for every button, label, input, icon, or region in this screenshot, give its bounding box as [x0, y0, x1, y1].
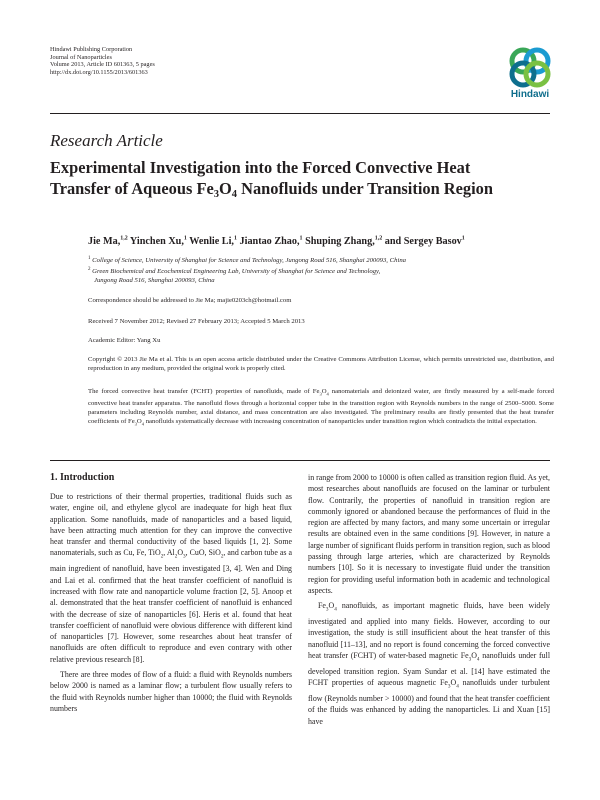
journal-name: Journal of Nanoparticles: [50, 53, 112, 61]
section-heading: 1. Introduction: [50, 472, 115, 483]
intro-paragraph-1: Due to restrictions of their thermal properties, traditional fluids such as water, engine oil, and ethylene glycol are inadequate for high heat flux application. Some nanofluids, made of nanoparticles and a based liquid, have been attracting much attention for they can improve the convective heat transfer and thermal conductivity of the based liquids [1, 2]. Some nanomaterials, such as Cu, Fe, TiO$_2$, $Al_2O_3$, CuO, SiO$_2$, and carbon tube as a main ingredient of nanofluid, have been investigated [3, 4]. Wen and Ding and Lai et al. confirmed that the heat transfer coefficient of nanofluid is increased with flow rate and nanoparticle volume fraction [2, 5]. Anoop et al. demonstrated that the heat transfer coefficient of nanofluid is enhanced with the decrease of size of nanoparticles [6]. Heris et al. found that heat transfer coefficient of nanofluid were obvious difference with different kind of nanoparticles [7]. However, some researches about heat transfer of nanofluids are often difficult to reproduce and even contrary with other relative previous research [8].: [50, 492, 292, 664]
author: and Sergey Basov$^1$: [382, 236, 465, 248]
correspondence: Correspondence should be addressed to Jie Ma; majie0203ch@hotmail.com: [88, 297, 292, 304]
author: Jie Ma,$^{1,2}$: [88, 236, 128, 248]
abstract: The forced convective heat transfer (FCHT) properties of nanofluids, made of $Fe_3O_4$ nanomaterials and deionized water, are firstly measured by a self-made forced convective heat transfer apparatus. The nanofluid flows through a horizontal copper tube in the transition region with Reynolds numbers in the range of 2500–5000. Some parameters including Reynolds number, axial distance, and mass concentration are also investigated. The preliminary results are firstly presented that the heat transfer coefficients of $Fe_3O_4$ nanofluids systematically decrease with increasing concentration of nanoparticles under transition region which contradicts the initial expectation.: [88, 388, 554, 427]
author: Shuping Zhang,$^{1,2}$: [302, 236, 383, 248]
right-column: [308, 472, 550, 731]
article-title: Experimental Investigation into the Forced Convective Heat Transfer of Aqueous Fe3O4 Nanofluids under Transition Region: [50, 158, 493, 200]
author: Wenlie Li,$^1$: [186, 236, 237, 248]
author: Yinchen Xu,$^1$: [127, 236, 187, 248]
volume-info: Volume 2013, Article ID 601363, 5 pages: [50, 61, 155, 69]
doi-link[interactable]: http://dx.doi.org/10.1155/2013/601363: [50, 69, 148, 77]
intro-paragraph-2: There are three modes of flow of a fluid: a fluid with Reynolds numbers below 2000 is named as a laminar flow; a turbulent flow usually refers to the fluid with Reynolds number higher than 10000; the fluid with Reynolds numbers: [50, 670, 292, 713]
logo-text: Hindawi: [510, 89, 550, 100]
hindawi-rings-icon: [506, 44, 554, 90]
intro-paragraph-3: $Fe_3O_4$ nanofluids, as important magnetic fluids, have been widely investigated and applied into many fields. However, according to our investigation, the study is still insufficient about the heat transfer of this nanofluid [11–13], and no report is found concerning the forced convective heat transfer (FCHT) of water-based magnetic $Fe_3O_4$ nanofluids under full developed transition region. Syam Sundar et al. [14] have estimated the FCHT properties of aqueous magnetic $Fe_3O_4$ nanofluids under turbulent flow (Reynolds number > 10000) and found that the heat transfer coefficient of the fluids was enhanced by adding the nanoparticles. Li and Xuan [15] have: [308, 601, 551, 726]
affiliation-2: $^2$ Green Biochemical and Ecochemical Engineering Lab, University of Shanghai for Science and Technology,: [88, 267, 381, 276]
affiliation-2-continued: Jungong Road 516, Shanghai 200093, China: [94, 277, 215, 285]
affiliation-1: $^1$ College of Science, University of Shanghai for Science and Technology, Jungong Road 516, Shanghai 200093, China: [88, 256, 407, 265]
left-column: [50, 472, 292, 718]
article-dates: Received 7 November 2012; Revised 27 February 2013; Accepted 5 March 2013: [88, 318, 305, 325]
hindawi-logo: [498, 44, 562, 106]
author: Jiantao Zhao,$^1$: [236, 236, 303, 248]
author-list: [88, 232, 558, 249]
article-type: Research Article: [50, 131, 163, 150]
journal-header: [50, 46, 155, 77]
publisher-name: Hindawi Publishing Corporation: [50, 46, 133, 53]
copyright-notice: Copyright © 2013 Jie Ma et al. This is an open access article distributed under the Creative Commons Attribution License, which permits unrestricted use, distribution, and reproduction in any medium, provided the original work is properly cited.: [88, 356, 554, 372]
affiliations: [88, 254, 554, 285]
academic-editor: Academic Editor: Yang Xu: [88, 337, 161, 344]
header-divider: [50, 113, 550, 114]
abstract-divider: [50, 460, 550, 461]
intro-paragraph-2-continued: in range from 2000 to 10000 is often called as transition region fluid. As yet, most researches about nanofluids are focused on the laminar or turbulent flow. Contrarily, the properties of nanofluid in transition region are commonly ignored or abandoned because the performances of fluid in the region are affected by many factors, and many some uncertain or irregular results are obtained even in the same conditions [9]. However, in nature a large number of significant fluids perform in transition region, such as blood passing through large arteries, which are characterized by Reynolds numbers [10]. So it is necessary to investigate fluid under the transition region for providing useful information both in academic and technological aspects.: [308, 473, 550, 595]
